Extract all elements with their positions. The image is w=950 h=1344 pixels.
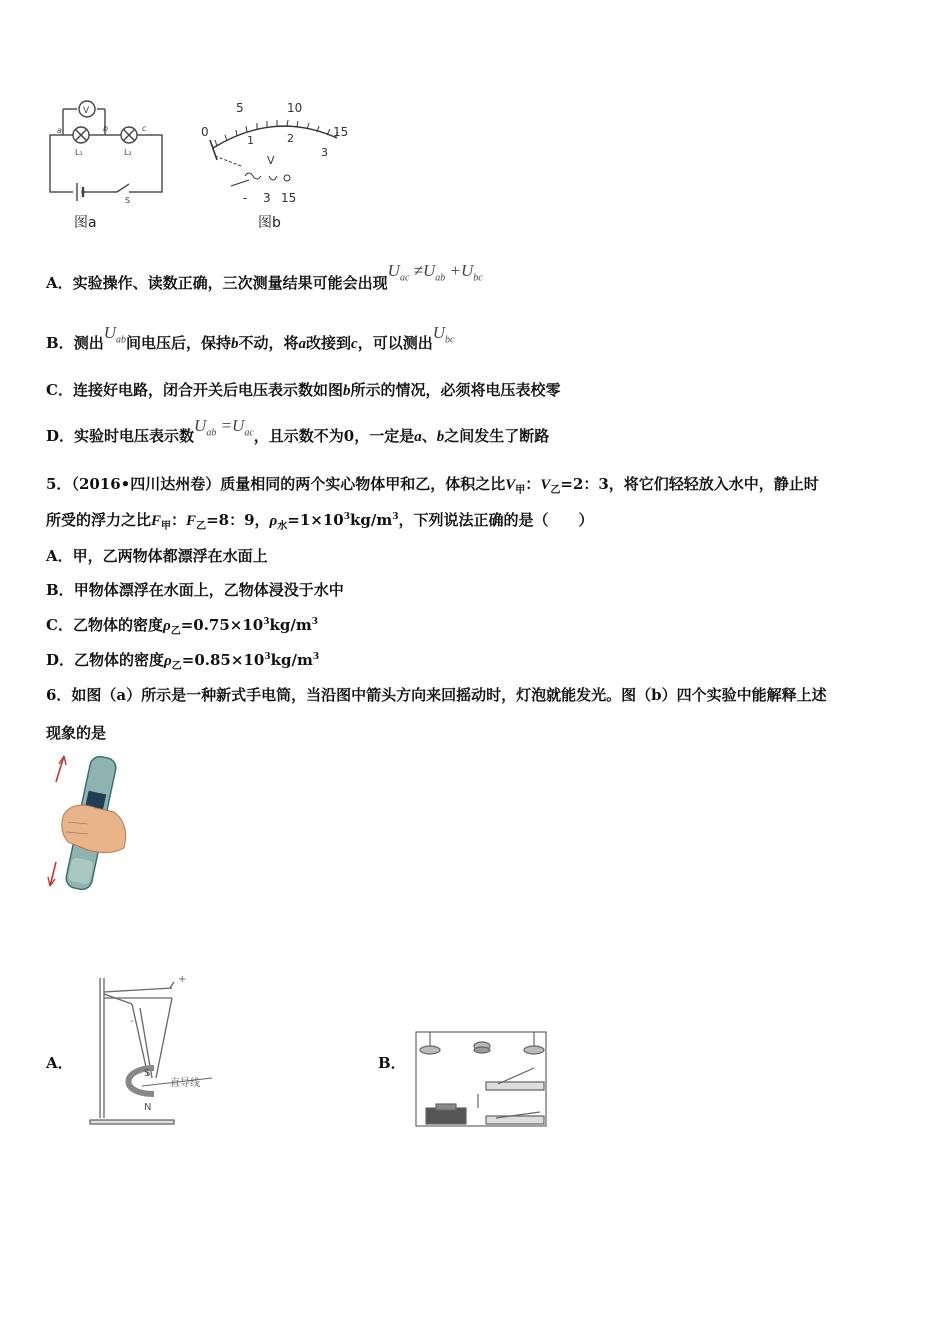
q5-option-d-sub: 乙: [171, 661, 182, 672]
q5-sub-shui: 水: [277, 521, 288, 532]
voltmeter-dial: [195, 98, 355, 208]
q5-option-d-rho: ρ: [164, 653, 172, 669]
option-a-label: A．: [46, 274, 73, 292]
q5-rho-value: =1×10: [287, 511, 344, 529]
q5-rho: ρ: [269, 513, 278, 529]
figure-a-caption: 图a: [74, 215, 97, 231]
lamp-l1-label: L₁: [75, 148, 83, 157]
option-c-text-1: 连接好电路，闭合开关后电压表示数如图: [72, 381, 343, 399]
q5-option-d-unit: kg/m: [270, 651, 313, 669]
q6-option-b-label: B．: [378, 1054, 406, 1072]
flashlight-hand-image: [44, 752, 139, 894]
node-c-label: c: [142, 124, 147, 133]
q5-sub-jia: 甲: [515, 485, 526, 496]
q5-option-d: [46, 649, 319, 672]
figure-b-voltmeter: [195, 98, 355, 208]
electromagnet-apparatus: [412, 1024, 552, 1132]
q4-option-a: [46, 261, 483, 295]
option-d-text-4: 之间发生了断路: [444, 427, 550, 445]
formula-ubc: $U_{bc}$: [432, 323, 455, 346]
option-b-var-b: b: [231, 336, 239, 352]
q4-option-c: [46, 379, 560, 400]
q6-option-b-figure: [412, 1024, 552, 1132]
option-b-text-1: 测出: [73, 334, 104, 352]
q5-colon: ：: [525, 475, 541, 493]
magnet-pole-s: S: [144, 1068, 151, 1079]
switch-label: S: [125, 196, 131, 205]
q5-colon-2: ：: [171, 511, 187, 529]
wire-label: 直导线: [170, 1078, 200, 1089]
flashlight-figure: [44, 752, 139, 894]
formula-uac-neq: $U_{ac} \ne U_{ab} +U_{bc}$: [387, 261, 483, 284]
q6-option-a-label: A．: [46, 1054, 73, 1072]
scale-upper-5: 5: [236, 101, 244, 115]
minus-terminal: -: [130, 1016, 134, 1027]
q6-stem-line-1: 6．如图（a）所示是一种新式手电筒，当沿图中箭头方向来回摇动时，灯泡就能发光。图（b）四个实验中能解释上述: [46, 686, 827, 704]
plus-terminal: +: [178, 974, 187, 985]
q5-option-c: [46, 614, 318, 637]
q4-option-b: [46, 323, 455, 355]
figure-a-circuit: [45, 95, 175, 205]
q5-option-c-rho: ρ: [162, 618, 171, 634]
meter-unit: V: [267, 154, 275, 167]
q5-option-d-value: =0.85×10: [181, 651, 265, 669]
q5-option-c-sub: 乙: [170, 626, 181, 637]
q5-f-jia: F: [151, 513, 162, 529]
q5-v-jia: V: [505, 477, 516, 493]
scale-upper-0: 0: [201, 125, 209, 139]
option-d-text-1: 实验时电压表示数: [74, 427, 195, 445]
figure-b-caption: 图b: [258, 215, 281, 231]
q5-ratio-1: =2：3，将它们轻轻放入水中，静止时: [560, 475, 819, 493]
q6-option-a-figure: [82, 968, 222, 1130]
lamp-l2-label: L₂: [124, 148, 132, 157]
option-b-var-a: a: [298, 336, 307, 352]
option-d-label: D．: [46, 427, 75, 445]
option-b-text-2: 间电压后，保持: [125, 334, 231, 352]
q5-rho-unit-exp: 3: [392, 512, 399, 522]
magnet-wire-apparatus: [82, 968, 222, 1130]
q5-option-a-text: 甲，乙两物体都漂浮在水面上: [72, 547, 268, 565]
q5-option-a: [46, 545, 268, 566]
option-a-text: 实验操作、读数正确，三次测量结果可能会出现: [72, 274, 388, 292]
q5-option-c-unit-exp: 3: [311, 617, 319, 627]
option-b-text-4: 改接到: [306, 334, 352, 352]
node-a-label: a: [57, 126, 62, 135]
option-c-text-2: 所示的情况，必须将电压表校零: [350, 381, 561, 399]
q5-rho-exp: 3: [343, 512, 350, 522]
q5-source-text: （2016•四川达州卷）质量相同的两个实心物体甲和乙，体积之比: [71, 475, 506, 493]
scale-upper-10: 10: [287, 101, 303, 115]
q5-option-c-unit: kg/m: [269, 616, 312, 634]
q5-stem-line-1: [46, 473, 819, 496]
circuit-diagram: [45, 95, 175, 205]
q5-stem-line-2: [46, 509, 593, 532]
q5-option-c-exp: 3: [263, 617, 270, 627]
q5-option-d-label: D．: [46, 651, 75, 669]
option-c-label: C．: [46, 381, 73, 399]
option-b-text-3: 不动，将: [238, 334, 299, 352]
option-b-text-5: ，可以测出: [357, 334, 433, 352]
voltmeter-label: V: [83, 106, 90, 116]
q6-stem-line-2: 现象的是: [46, 724, 107, 742]
q5-option-a-label: A．: [46, 547, 73, 565]
node-b-label: b: [103, 124, 109, 133]
terminal-minus: -: [243, 191, 248, 205]
scale-lower-1: 1: [247, 134, 254, 147]
q5-option-c-value: =0.75×10: [180, 616, 264, 634]
q5-ratio-2: =8：9，: [206, 511, 270, 529]
option-b-label: B．: [46, 334, 74, 352]
scale-lower-2: 2: [287, 132, 294, 145]
q5-line2-text-a: 所受的浮力之比: [46, 511, 152, 529]
q5-option-c-label: C．: [46, 616, 73, 634]
option-d-text-3: 、: [421, 427, 437, 445]
q4-option-d: [46, 416, 550, 448]
formula-uab-eq-uac: $U_{ab} =U_{ac}$: [194, 416, 254, 439]
q5-v-yi: V: [540, 477, 551, 493]
q5-sub-yi: 乙: [550, 485, 561, 496]
q5-rho-unit: kg/m: [349, 511, 393, 529]
option-d-text-2: ，且示数不为0，一定是: [253, 427, 415, 445]
option-d-var-b: b: [436, 429, 445, 445]
q5-option-d-text: 乙物体的密度: [74, 651, 165, 669]
magnet-pole-n: N: [144, 1102, 152, 1113]
q5-f-sub-yi: 乙: [196, 521, 207, 532]
terminal-15: 15: [281, 191, 297, 205]
q5-f-yi: F: [186, 513, 197, 529]
q5-option-b-text: 甲物体漂浮在水面上，乙物体浸没于水中: [73, 581, 344, 599]
scale-upper-15: 15: [333, 125, 349, 139]
q5-number: 5．: [46, 475, 72, 493]
up-arrow-icon: [56, 756, 64, 782]
option-c-var-b: b: [342, 383, 351, 399]
q5-option-b: [46, 579, 344, 600]
q5-line2-text-b: ，下列说法正确的是（ ）: [398, 511, 594, 529]
q5-option-c-text: 乙物体的密度: [72, 616, 163, 634]
q5-option-d-exp: 3: [264, 652, 271, 662]
terminal-3: 3: [263, 191, 271, 205]
formula-uab: $U_{ab}$: [103, 323, 126, 346]
q5-option-b-label: B．: [46, 581, 74, 599]
q5-f-sub-jia: 甲: [161, 521, 172, 532]
option-b-var-c: c: [351, 336, 358, 352]
q5-option-d-unit-exp: 3: [312, 652, 320, 662]
option-d-var-a: a: [414, 429, 422, 445]
scale-lower-3: 3: [321, 146, 328, 159]
